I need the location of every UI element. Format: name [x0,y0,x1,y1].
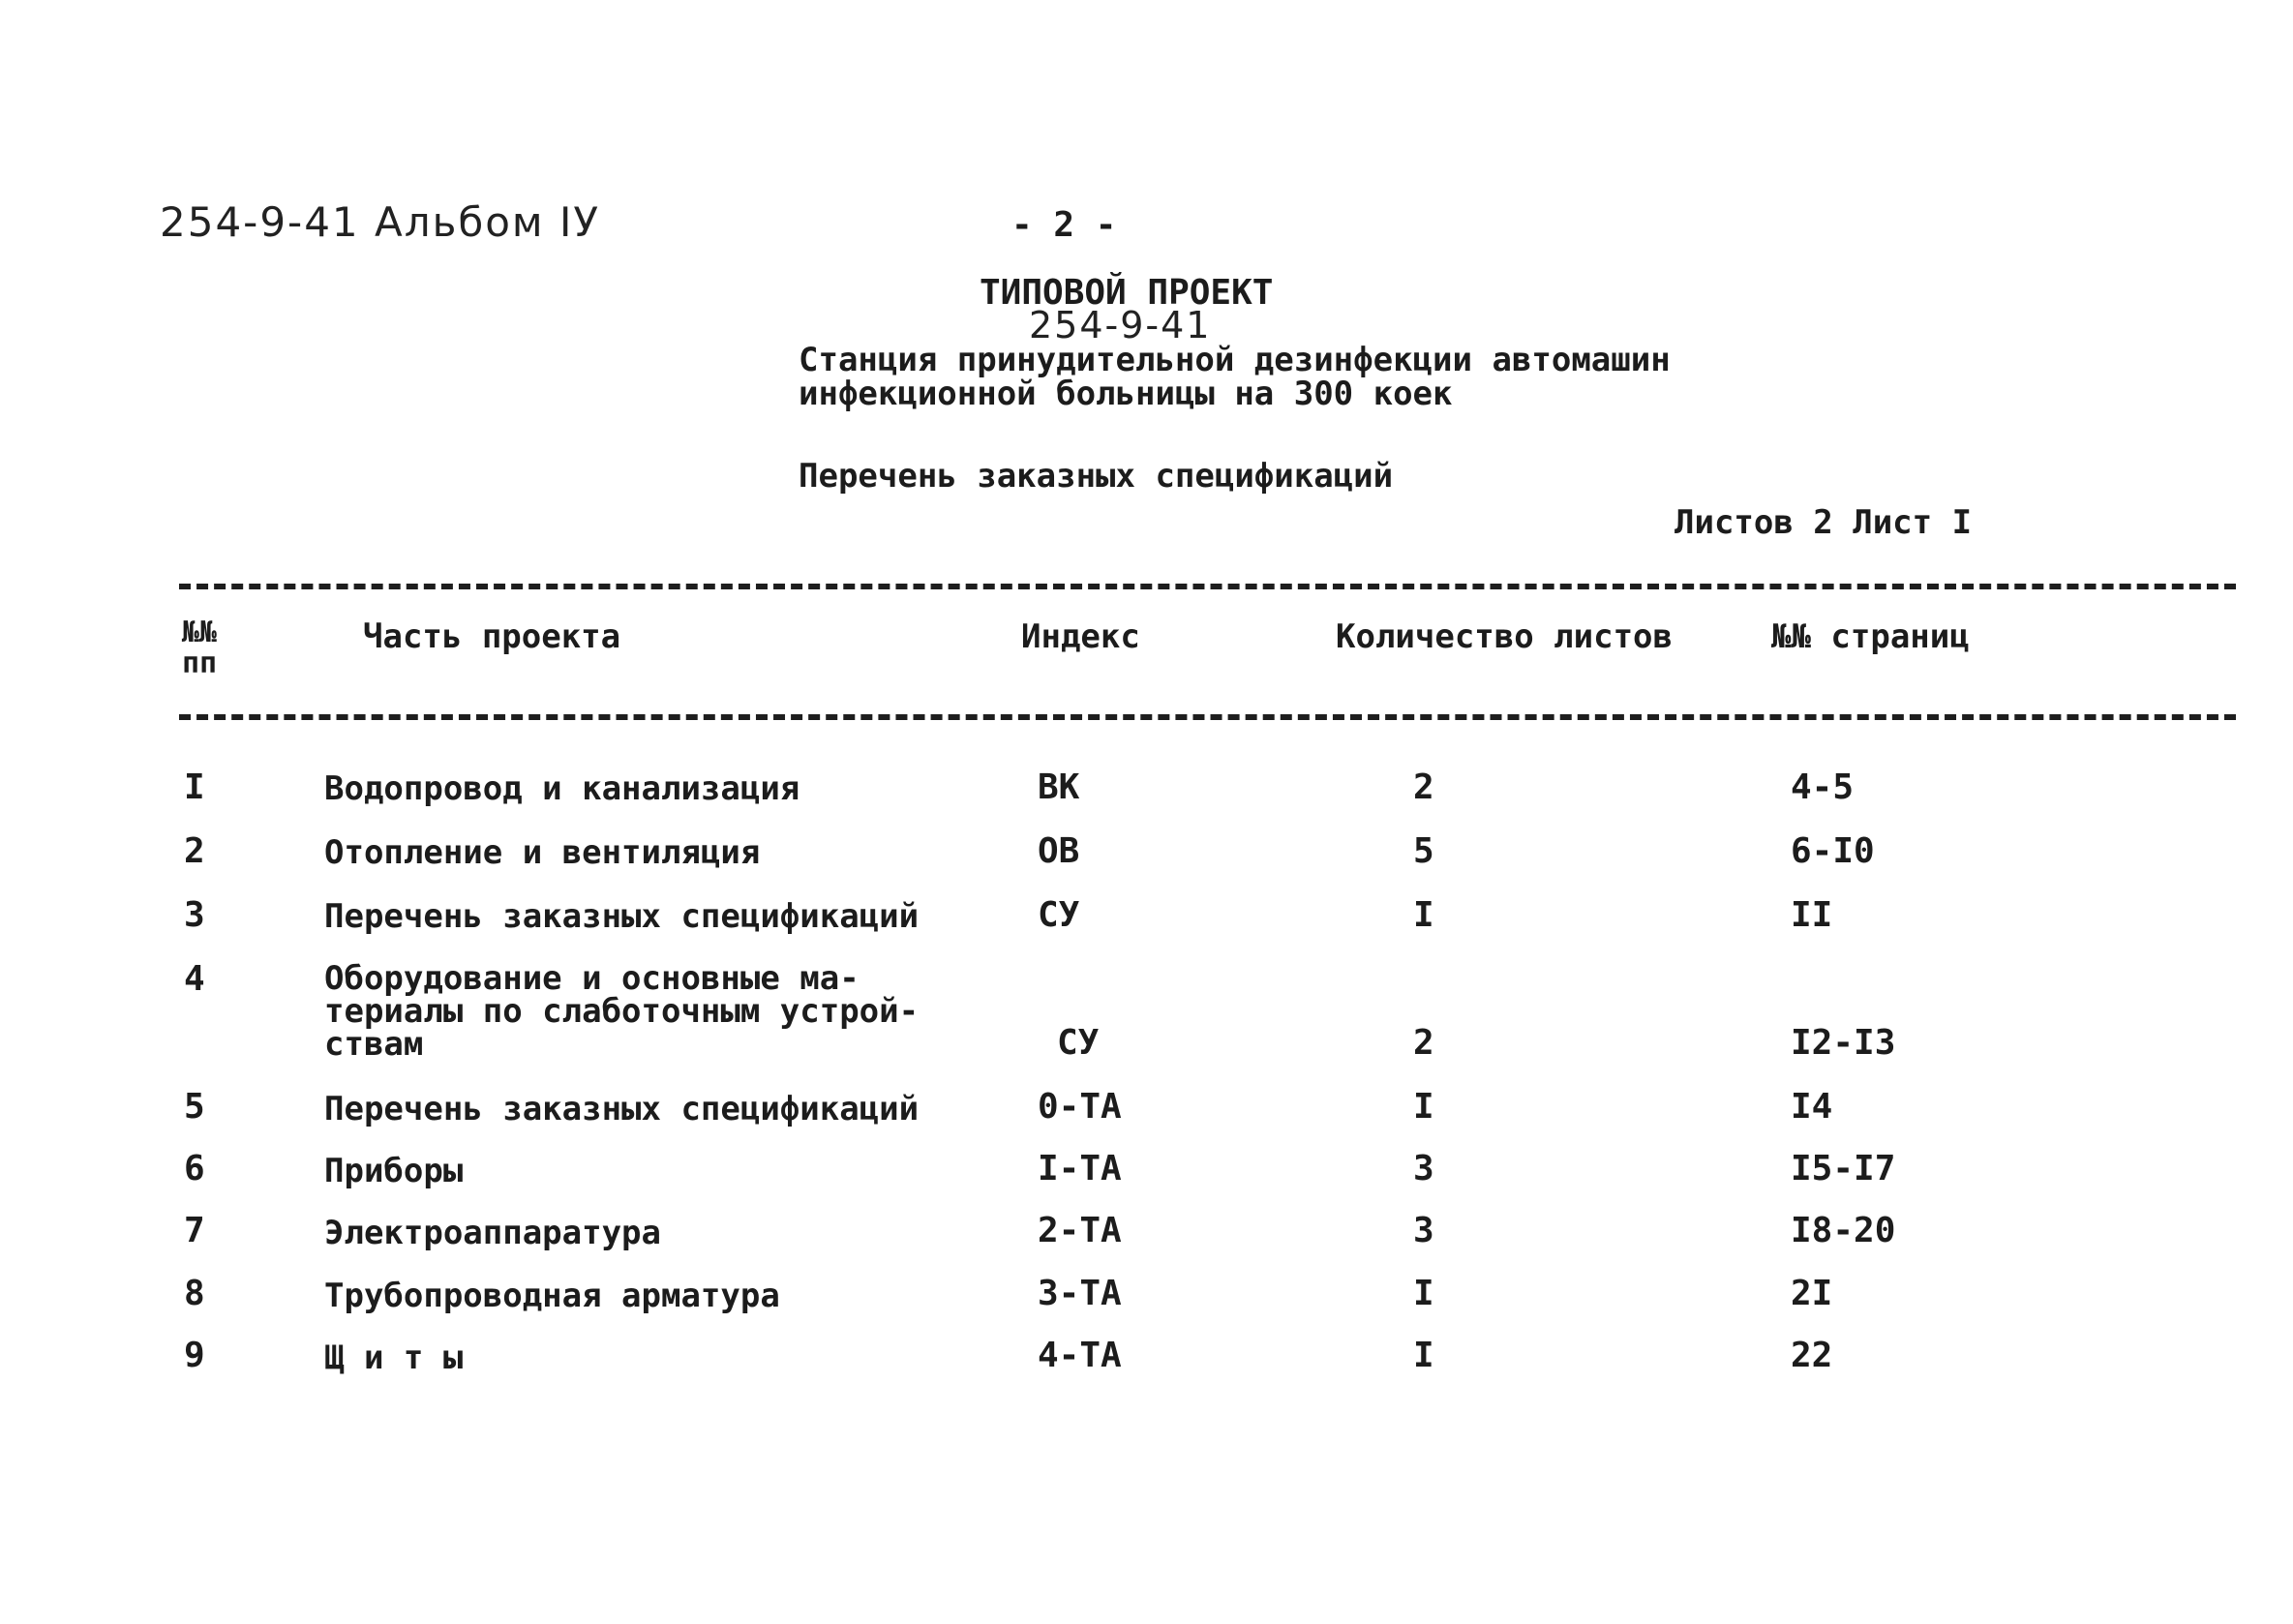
row-9-part: Щ и т ы [324,1338,464,1377]
document-subtitle: Перечень заказных спецификаций [799,457,1394,496]
row-7-count: 3 [1413,1211,1434,1250]
row-9-num: 9 [184,1336,205,1375]
column-header-count: Количество листов [1336,617,1673,656]
row-1-pages: 4-5 [1791,767,1855,807]
row-9-pages: 22 [1791,1336,1833,1375]
row-8-num: 8 [184,1274,205,1313]
table-top-rule [179,584,2236,589]
row-8-pages: 2I [1791,1274,1833,1313]
row-2-index: ОВ [1038,831,1080,871]
row-5-pages: I4 [1791,1087,1833,1127]
row-1-part: Водопровод и канализация [324,769,800,808]
project-type-label: ТИПОВОЙ ПРОЕКТ [980,273,1274,313]
row-6-part: Приборы [324,1152,464,1190]
row-7-pages: I8-20 [1791,1211,1896,1250]
project-code: 254-9-41 [1029,304,1212,346]
column-header-index: Индекс [1021,617,1140,656]
row-6-num: 6 [184,1149,205,1188]
row-4-count: 2 [1413,1023,1434,1063]
row-8-part: Трубопроводная арматура [324,1277,780,1315]
row-7-index: 2-ТА [1038,1211,1122,1250]
row-6-index: I-ТА [1038,1149,1122,1188]
row-2-pages: 6-I0 [1791,831,1875,871]
row-5-part: Перечень заказных спецификаций [324,1090,920,1128]
column-header-part: Часть проекта [363,617,621,656]
row-6-pages: I5-I7 [1791,1149,1896,1188]
table-header-rule [179,714,2236,720]
row-3-num: 3 [184,895,205,935]
row-9-count: I [1413,1336,1434,1375]
page-number: - 2 - [1011,205,1117,245]
row-4-index: СУ [1057,1023,1100,1063]
row-2-part: Отопление и вентиляция [324,833,761,872]
row-5-count: I [1413,1087,1434,1127]
project-name-line1: Станция принудительной дезинфекции автомашин [799,341,1671,379]
album-reference: 254-9-41 Альбом IУ [160,198,600,246]
row-2-num: 2 [184,831,205,871]
row-8-count: I [1413,1274,1434,1313]
column-header-num: №№ пп [182,616,218,680]
row-5-index: 0-ТА [1038,1087,1122,1127]
row-3-count: I [1413,895,1434,935]
row-4-part: Оборудование и основные ма- териалы по слаботочным устрой- ствам [324,959,920,1064]
row-3-pages: II [1791,895,1833,935]
row-1-num: I [184,767,205,807]
row-7-part: Электроаппаратура [324,1214,661,1252]
row-1-index: ВК [1038,767,1080,807]
column-header-pages: №№ страниц [1771,617,1970,656]
row-3-part: Перечень заказных спецификаций [324,897,920,936]
row-6-count: 3 [1413,1149,1434,1188]
project-name-line2: инфекционной больницы на 300 коек [799,375,1453,413]
row-3-index: СУ [1038,895,1080,935]
row-9-index: 4-ТА [1038,1336,1122,1375]
row-5-num: 5 [184,1087,205,1127]
row-4-pages: I2-I3 [1791,1023,1896,1063]
row-7-num: 7 [184,1211,205,1250]
row-2-count: 5 [1413,831,1434,871]
row-4-num: 4 [184,959,205,999]
sheets-info: Листов 2 Лист I [1674,503,1973,542]
row-1-count: 2 [1413,767,1434,807]
row-8-index: 3-ТА [1038,1274,1122,1313]
